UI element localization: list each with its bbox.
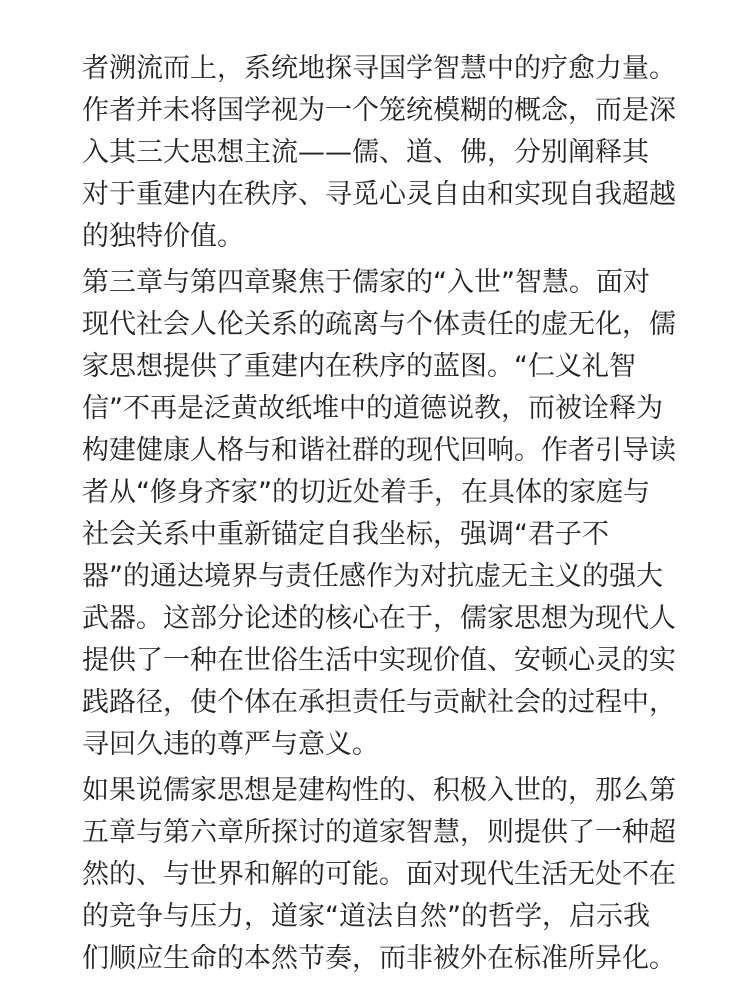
text-line: 社会关系中重新锚定自我坐标，强调“君子不 bbox=[82, 519, 609, 550]
text-line: 五章与第六章所探讨的道家智慧，则提供了一种超 bbox=[82, 817, 676, 848]
text-line: 者溯流而上，系统地探寻国学智慧中的疗愈力量。 bbox=[82, 53, 676, 84]
text-line: 践路径，使个体在承担责任与贡献社会的过程中， bbox=[82, 687, 676, 718]
text-line: 作者并未将国学视为一个笼统模糊的概念，而是深 bbox=[82, 95, 676, 126]
text-line: 第三章与第四章聚焦于儒家的“入世”智慧。面对 bbox=[82, 267, 650, 298]
text-line: 信”不再是泛黄故纸堆中的道德说教，而被诠释为 bbox=[82, 393, 663, 424]
text-line: 现代社会人伦关系的疏离与个体责任的虚无化，儒 bbox=[82, 309, 676, 340]
text-line: 武器。这部分论述的核心在于，儒家思想为现代人 bbox=[82, 603, 676, 634]
text-line: 寻回久违的尊严与意义。 bbox=[82, 729, 379, 760]
text-line: 家思想提供了重建内在秩序的蓝图。“仁义礼智 bbox=[82, 351, 636, 382]
text-line: 对于重建内在秩序、寻觅心灵自由和实现自我超越 bbox=[82, 179, 676, 210]
text-line: 如果说儒家思想是建构性的、积极入世的，那么第 bbox=[82, 775, 676, 806]
text-line: 的竞争与压力，道家“道法自然”的哲学，启示我 bbox=[82, 901, 650, 932]
text-line: 们顺应生命的本然节奏，而非被外在标准所异化。 bbox=[82, 943, 676, 974]
text-line: 的独特价值。 bbox=[82, 221, 244, 252]
text-line: 者从“修身齐家”的切近处着手，在具体的家庭与 bbox=[82, 477, 650, 508]
text-line: 提供了一种在世俗生活中实现价值、安顿心灵的实 bbox=[82, 645, 676, 676]
text-line: 入其三大思想主流——儒、道、佛，分别阐释其 bbox=[82, 137, 649, 168]
text-line: 器”的通达境界与责任感作为对抗虚无主义的强大 bbox=[82, 561, 663, 592]
text-line: 然的、与世界和解的可能。面对现代生活无处不在 bbox=[82, 859, 676, 890]
text-line: 构建健康人格与和谐社群的现代回响。作者引导读 bbox=[82, 435, 676, 466]
